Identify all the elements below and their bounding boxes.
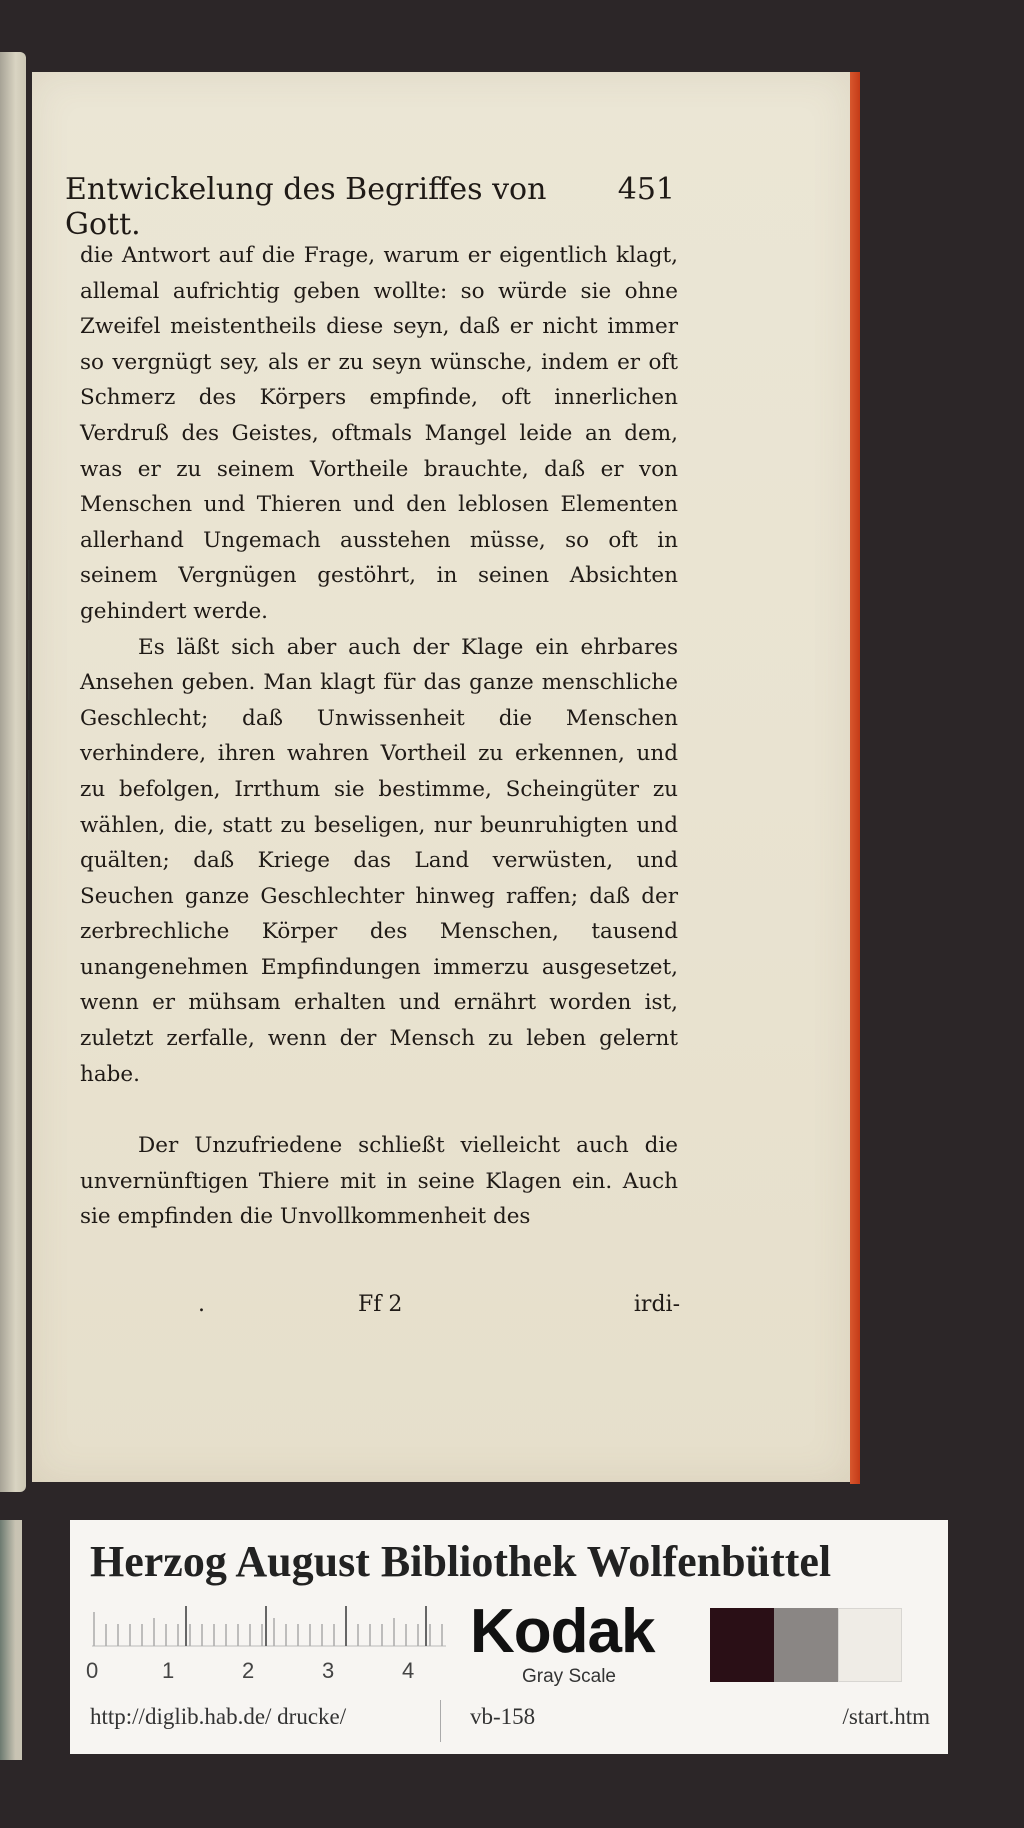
book-binding-edge [0,1520,22,1760]
body-text [80,238,678,1235]
shelfmark: vb-158 [470,1704,536,1729]
page-red-edge [850,72,860,1484]
kodak-logo: Kodak [470,1597,655,1666]
running-head-title: Entwickelung des Begriffes von Gott. [65,172,547,242]
paragraph-1: die Antwort auf die Frage, warum er eigentlich klagt, allemal aufrichtig geben wollte: so würde sie ohne Zweifel meistentheils diese seyn, daß er nicht immer so vergnügt sey, als er zu seyn wünsche, indem er oft Schmerz des Körpers empfinde, oft innerlichen Verdruß des Geistes, oftmals Mangel leide an dem, was er zu seinem Vortheile brauchte, daß er von Menschen und Thieren und den leblosen Elementen allerhand Ungemach ausstehen müsse, so oft in seinem Vergnügen gestöhrt, in seinen Absichten gehindert werde. [80,243,678,624]
ruler-number-1: 1 [162,1658,175,1683]
swatch-light [838,1608,902,1682]
ruler-number-0: 0 [86,1658,99,1683]
card-footer [90,1704,930,1738]
page-number: 451 [617,172,675,207]
gray-scale-label: Gray Scale [522,1666,616,1687]
ruler-scale [92,1604,446,1648]
swatch-dark [710,1608,774,1682]
ruler-number-3: 3 [322,1658,335,1683]
signature-mark: Ff 2 [358,1292,403,1317]
ruler-number-4: 4 [402,1658,415,1683]
ruler-numbers [80,1658,440,1688]
ruler-number-2: 2 [242,1658,255,1683]
paragraph-3: Der Unzufriedene schließt vielleicht auch die unvernünftigen Thiere mit in seine Klagen ein. Auch sie empfinden die Unvollkommenheit des [80,1133,678,1230]
url-left: http://diglib.hab.de/ drucke/ [90,1704,347,1729]
stray-dot: . [198,1292,205,1317]
swatch-mid [774,1608,838,1682]
previous-page-edge [0,52,26,1492]
color-scale-card [70,1520,948,1754]
signature-line [80,1292,680,1328]
paragraph-2: Es läßt sich aber auch der Klage ein ehrbares Ansehen geben. Man klagt für das ganze menschliche Geschlecht; daß Unwissenheit die Menschen verhindere, ihren wahren Vortheil zu erkennen, und zu befolgen, Irrthum sie bestimme, Scheingüter zu wählen, die, statt zu beseligen, nur beunruhigten und quälten; daß Kriege das Land verwüsten, und Seuchen ganze Geschlechter hinweg raffen; daß der zerbrechliche Körper des Menschen, tausend unangenehmen Empfindungen immerzu ausgesetzet, wenn er mühsam erhalten und ernährt worden ist, zuletzt zerfalle, wenn der Mensch zu leben gelernt habe. [80,634,678,1087]
url-right: /start.htm [842,1704,930,1729]
institution-name: Herzog August Bibliothek Wolfenbüttel [90,1537,832,1586]
running-head [65,172,675,242]
catchword: irdi- [633,1292,680,1317]
